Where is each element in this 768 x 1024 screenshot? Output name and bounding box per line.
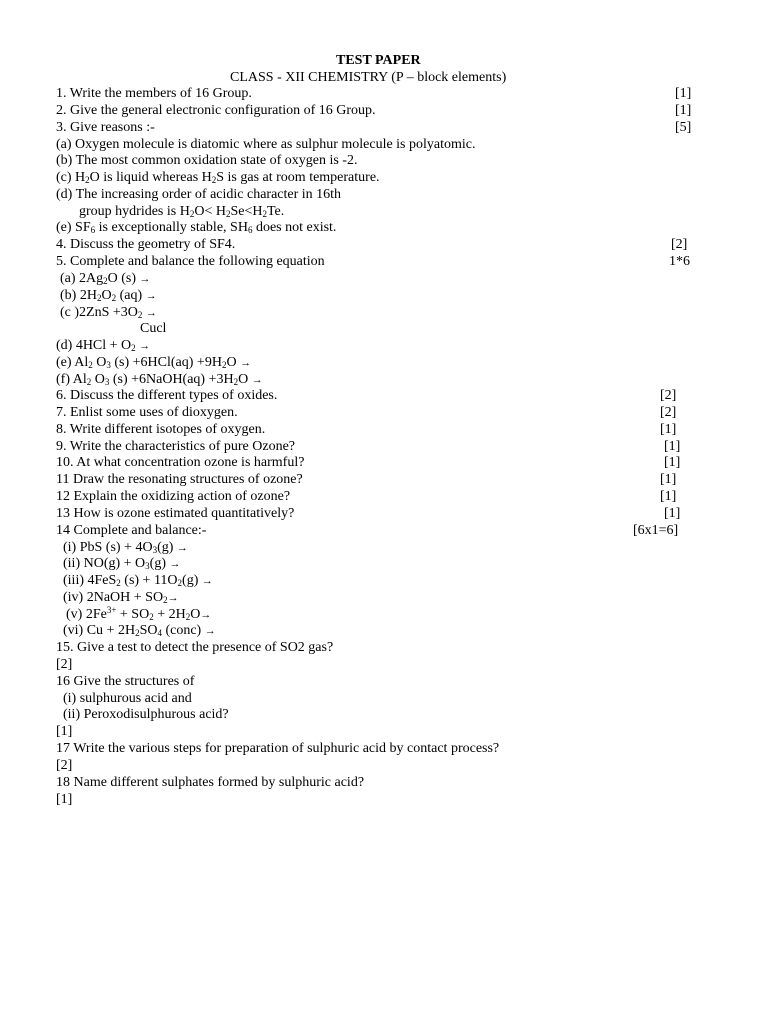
question-5-part-b: (b) $2H_2O_2$ (aq) → — [60, 288, 157, 303]
question-14-part-ii: (ii) $NO(g) + O_3(g)$ → — [63, 556, 181, 571]
question-5-part-d: (d) $4HCl + O_2$ → — [56, 338, 151, 353]
question-3-part-d-cont: group hydrides is $H_2O< H_2Se<H_2Te$. — [79, 204, 285, 219]
arrow-icon: → — [200, 609, 212, 621]
question-17-marks: [2] — [56, 758, 73, 773]
question-16: 16 Give the structures of — [56, 674, 195, 689]
question-1-marks: [1] — [675, 86, 692, 101]
question-9: 9. Write the characteristics of pure Ozone? — [56, 439, 296, 454]
question-3-part-a: (a) Oxygen molecule is diatomic where as sulphur molecule is polyatomic. — [56, 137, 476, 152]
question-12-marks: [1] — [660, 489, 677, 504]
question-5-part-c: (c )$2ZnS +3O_2$ → — [60, 305, 157, 320]
question-18: 18 Name different sulphates formed by sulphuric acid? — [56, 775, 365, 790]
question-4-marks: [2] — [671, 237, 688, 252]
question-13-marks: [1] — [664, 506, 681, 521]
question-16-part-ii: (ii) Peroxodisulphurous acid? — [63, 707, 229, 722]
question-14-part-vi: (vi) $Cu + 2H_2SO_4$ (conc) → — [63, 623, 216, 638]
question-6-marks: [2] — [660, 388, 677, 403]
question-6: 6. Discuss the different types of oxides. — [56, 388, 278, 403]
question-5: 5. Complete and balance the following equation — [56, 254, 325, 269]
page-subtitle: CLASS - XII CHEMISTRY (P – block elements) — [230, 70, 507, 85]
question-1: 1. Write the members of 16 Group. — [56, 86, 252, 101]
question-14-part-iii: (iii) 4FeS$_2$ $(s) + 11O_2(g)$ → — [63, 573, 213, 588]
question-5-catalyst: Cucl — [140, 321, 167, 336]
question-15-marks: [2] — [56, 657, 73, 672]
question-2: 2. Give the general electronic configuration of 16 Group. — [56, 103, 376, 118]
question-7-marks: [2] — [660, 405, 677, 420]
arrow-icon: → — [139, 340, 151, 352]
question-7: 7. Enlist some uses of dioxygen. — [56, 405, 238, 420]
arrow-icon: → — [251, 374, 263, 386]
question-16-marks: [1] — [56, 724, 73, 739]
arrow-icon: → — [145, 290, 157, 302]
arrow-icon: → — [139, 273, 151, 285]
arrow-icon: → — [145, 307, 157, 319]
question-3-part-e: (e) $SF_6$ is exceptionally stable, $SH_6$ does not exist. — [56, 220, 337, 235]
question-14-marks: [6x1=6] — [633, 523, 679, 538]
question-14-part-iv: (iv) 2NaOH + $SO_2\to$ — [63, 590, 179, 605]
question-14-part-i: (i) PbS $(s) + 4O_3(g)$ → — [63, 540, 188, 555]
question-4: 4. Discuss the geometry of SF4. — [56, 237, 236, 252]
question-16-part-i: (i) sulphurous acid and — [63, 691, 192, 706]
question-12: 12 Explain the oxidizing action of ozone? — [56, 489, 291, 504]
question-8: 8. Write different isotopes of oxygen. — [56, 422, 266, 437]
question-3-part-b: (b) The most common oxidation state of oxygen is -2. — [56, 153, 358, 168]
arrow-icon: → — [167, 592, 179, 604]
arrow-icon: → — [204, 625, 216, 637]
question-9-marks: [1] — [664, 439, 681, 454]
question-14: 14 Complete and balance:- — [56, 523, 207, 538]
question-5-part-e: (e) $Al_2$ $O_3$ $(s) +6HCl(aq) +9H_2O$ → — [56, 355, 252, 370]
page-title: TEST PAPER — [336, 53, 421, 68]
arrow-icon: → — [169, 558, 181, 570]
arrow-icon: → — [240, 357, 252, 369]
question-14-part-v: (v) $2Fe^{3+} + SO_2 + 2H_2O\to$ — [66, 605, 212, 622]
question-10: 10. At what concentration ozone is harmful? — [56, 455, 305, 470]
question-8-marks: [1] — [660, 422, 677, 437]
question-3: 3. Give reasons :- — [56, 120, 155, 135]
question-11: 11 Draw the resonating structures of ozone? — [56, 472, 303, 487]
question-3-marks: [5] — [675, 120, 692, 135]
question-5-part-a: (a) $2Ag_2O$ (s) → — [60, 271, 151, 286]
question-3-part-d: (d) The increasing order of acidic character in 16th — [56, 187, 342, 202]
question-13: 13 How is ozone estimated quantitatively? — [56, 506, 295, 521]
question-17: 17 Write the various steps for preparation of sulphuric acid by contact process? — [56, 741, 500, 756]
question-11-marks: [1] — [660, 472, 677, 487]
question-10-marks: [1] — [664, 455, 681, 470]
question-18-marks: [1] — [56, 792, 73, 807]
question-5-part-f: (f) $Al_2$ $O_3$ (s) +6NaOH(aq) $+3H_2O$ → — [56, 372, 263, 387]
question-5-marks: 1*6 — [669, 254, 690, 269]
question-15: 15. Give a test to detect the presence of SO2 gas? — [56, 640, 334, 655]
question-3-part-c: (c) $H_2O$ is liquid whereas $H_2S$ is gas at room temperature. — [56, 170, 380, 185]
arrow-icon: → — [201, 575, 213, 587]
question-2-marks: [1] — [675, 103, 692, 118]
arrow-icon: → — [176, 542, 188, 554]
